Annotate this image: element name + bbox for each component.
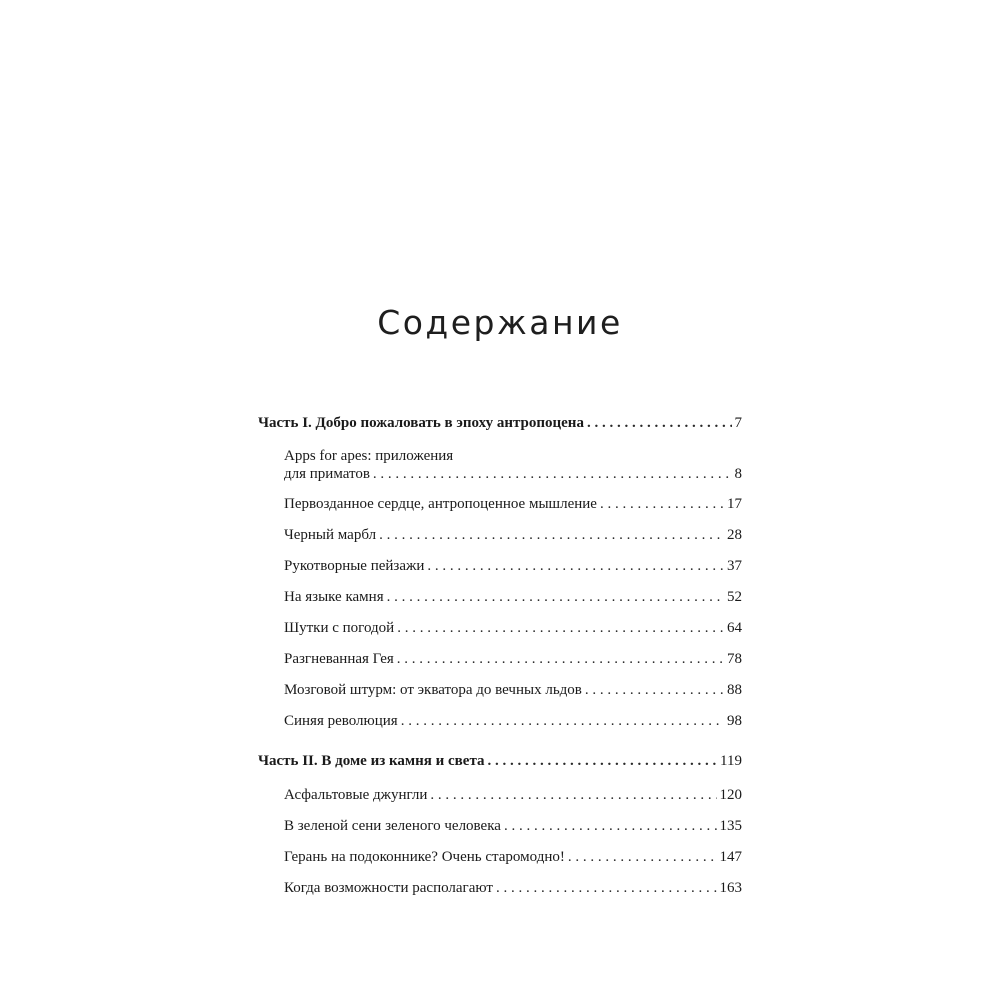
leader-dots <box>379 525 724 545</box>
toc-chapter-label: Когда возможности располагают <box>284 880 493 896</box>
toc-chapter-label: Асфальтовые джунгли <box>284 787 428 803</box>
toc-part-2[interactable] <box>258 751 742 771</box>
toc-chapter-label: Первозданное сердце, антропоценное мышление <box>284 496 597 512</box>
toc-page-number: 119 <box>720 753 742 769</box>
toc-chapter-label: Герань на подоконнике? Очень старомодно! <box>284 849 565 865</box>
toc-chapter-label: Шутки с погодой <box>284 620 395 636</box>
toc-page-number: 17 <box>727 496 742 512</box>
toc-page-number: 163 <box>719 880 742 896</box>
page-title: Содержание <box>377 303 623 342</box>
toc-chapter[interactable] <box>258 649 742 669</box>
toc-chapter-label: Разгневанная Гея <box>284 651 394 667</box>
leader-dots <box>387 587 724 607</box>
toc-chapter[interactable] <box>258 680 742 700</box>
toc-chapter-label: Черный марбл <box>284 527 377 543</box>
toc-chapter-label: На языке камня <box>284 589 384 605</box>
toc-chapter[interactable] <box>258 878 742 898</box>
toc-page-number: 28 <box>727 527 742 543</box>
toc-chapter-label: Apps for apes: приложения <box>284 448 454 464</box>
table-of-contents <box>258 411 742 898</box>
toc-page-number: 8 <box>734 466 742 482</box>
toc-page-number: 147 <box>719 849 742 865</box>
leader-dots <box>397 649 724 669</box>
toc-chapter[interactable] <box>258 494 742 514</box>
toc-page-number: 64 <box>727 620 742 636</box>
toc-chapter-label: Рукотворные пейзажи <box>284 558 425 574</box>
leader-dots <box>504 816 717 836</box>
toc-chapter-label: Синяя революция <box>284 713 398 729</box>
toc-page-number: 120 <box>719 787 742 803</box>
toc-chapter[interactable] <box>258 816 742 836</box>
toc-chapter[interactable] <box>258 556 742 576</box>
toc-page-number: 37 <box>727 558 742 574</box>
toc-chapter[interactable] <box>258 711 742 731</box>
leader-dots <box>568 847 717 867</box>
toc-chapter[interactable] <box>258 447 742 483</box>
leader-dots <box>401 711 724 731</box>
toc-chapter[interactable] <box>258 785 742 805</box>
toc-part-label: Часть I. Добро пожаловать в эпоху антропоцена <box>258 415 584 431</box>
toc-chapter[interactable] <box>258 618 742 638</box>
toc-chapter[interactable] <box>258 847 742 867</box>
toc-page-number: 78 <box>727 651 742 667</box>
leader-dots <box>600 494 724 514</box>
toc-part-1[interactable] <box>258 413 742 433</box>
toc-part-label: Часть II. В доме из камня и света <box>258 753 485 769</box>
toc-page-number: 52 <box>727 589 742 605</box>
toc-chapter[interactable] <box>258 525 742 545</box>
leader-dots <box>488 751 718 771</box>
leader-dots <box>397 618 724 638</box>
toc-page-number: 135 <box>719 818 742 834</box>
toc-chapter[interactable] <box>258 587 742 607</box>
toc-chapter-label: Мозговой штурм: от экватора до вечных льдов <box>284 682 582 698</box>
leader-dots <box>587 413 732 433</box>
leader-dots <box>430 785 716 805</box>
leader-dots <box>585 680 724 700</box>
toc-page-number: 7 <box>734 415 742 431</box>
leader-dots <box>496 878 717 898</box>
leader-dots <box>373 465 732 483</box>
toc-chapter-label-continued: для приматов <box>284 466 370 482</box>
toc-chapter-label: В зеленой сени зеленого человека <box>284 818 501 834</box>
leader-dots <box>427 556 724 576</box>
toc-page-number: 88 <box>727 682 742 698</box>
toc-page-number: 98 <box>727 713 742 729</box>
